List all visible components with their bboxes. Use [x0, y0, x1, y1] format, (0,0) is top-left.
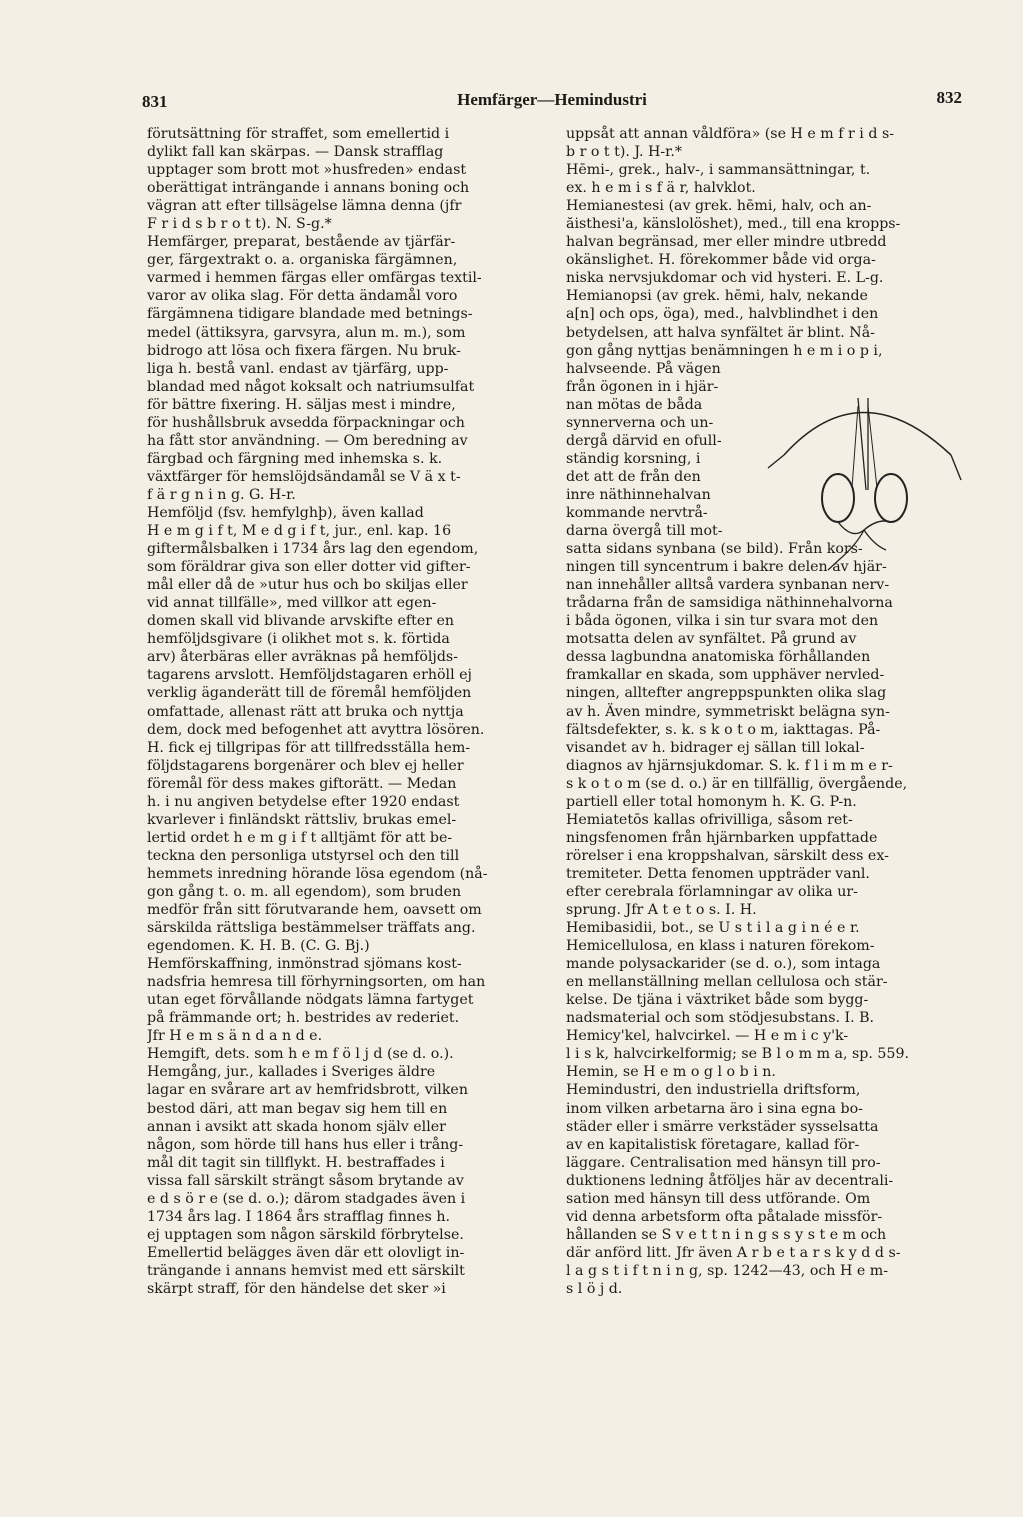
page-title: Hemfärger—Hemindustri	[457, 90, 647, 109]
text-line: domen skall vid blivande arvskifte efter en	[147, 613, 455, 630]
text-line: ningen till syncentrum i bakre delen av hjär-	[566, 559, 887, 576]
text-line: vissa fall särskilt strängt såsom brytande av	[147, 1172, 464, 1189]
text-line: mål dit tagit sin tillflykt. H. bestraffades i	[147, 1154, 445, 1171]
text-line: dem, dock med befogenhet att avyttra lösören.	[147, 721, 485, 738]
text-line: duktionens ledning åtföljes här av decentrali-	[566, 1172, 894, 1189]
text-line: kelse. De tjäna i växtriket både som bygg-	[566, 992, 869, 1009]
text-line: motsatta delen av synfältet. På grund av	[566, 631, 857, 648]
text-line: tremiteter. Detta fenomen uppträder vanl.	[566, 865, 870, 882]
text-line: Jfr H e m s ä n d a n d e.	[147, 1028, 323, 1045]
text-line: annan i avsikt att skada honom själv eller	[147, 1118, 446, 1135]
text-line: Hemfärger, preparat, bestående av tjärfär-	[147, 234, 456, 251]
text-line: darna övergå till mot-	[566, 523, 723, 540]
text-line: trådarna från de samsidiga näthinnehalvorna	[566, 595, 893, 612]
text-line: Hemförskaffning, inmönstrad sjömans kost-	[147, 956, 462, 973]
text-line: blandad med något koksalt och natriumsulfat	[147, 378, 475, 395]
text-line: Hemianopsi (av grek. hēmi, halv, nekande	[566, 288, 868, 305]
text-line: hemmets inredning hörande lösa egendom (nå-	[147, 865, 488, 882]
text-line: b r o t t). J. H-r.*	[566, 144, 682, 161]
text-line: färgämnena tidigare blandade med betnings-	[147, 306, 473, 323]
text-line: ständig korsning, i	[566, 450, 701, 467]
text-line: diagnos av hjärnsjukdomar. S. k. f l i m m e r-	[566, 757, 893, 774]
text-line: där anförd litt. Jfr även A r b e t a r s k y d d s-	[566, 1244, 901, 1261]
text-line: uppsåt att annan våldföra» (se H e m f r i d s-	[566, 126, 895, 142]
text-line: rörelser i ena kroppshalvan, särskilt dess ex-	[566, 847, 889, 864]
text-line: Hemiatetōs kallas ofrivilliga, såsom ret-	[566, 811, 853, 828]
text-line: betydelsen, att halva synfältet är blint. Nå-	[566, 324, 875, 341]
text-line: trängande i annans hemvist med ett särskilt	[147, 1262, 465, 1279]
text-line: H e m g i f t, M e d g i f t, jur., enl. kap. 16	[147, 523, 452, 540]
text-line: hållanden se S v e t t n i n g s s y s t e m och	[566, 1226, 887, 1243]
text-line: vid annat tillfälle», med villkor att egen-	[147, 595, 437, 612]
text-line: följdstagarens borgenärer och blev ej heller	[147, 757, 464, 774]
text-line: ej upptagen som någon särskild förbrytelse.	[147, 1226, 464, 1243]
text-line: varor av olika slag. För detta ändamål voro	[147, 288, 458, 305]
text-line: h. i nu angiven betydelse efter 1920 endast	[147, 793, 460, 810]
text-line: H. fick ej tillgripas för att tillfredsställa hem-	[147, 739, 471, 756]
text-line: sprung. Jfr A t e t o s. I. H.	[566, 902, 757, 919]
left-column	[147, 125, 542, 1298]
text-line: ăisthesi'a, känslolöshet), med., till ena kropps-	[566, 216, 901, 233]
text-line: en mellanställning mellan cellulosa och stär-	[566, 974, 888, 991]
text-line: färgbad och färgning med inhemska s. k.	[147, 450, 443, 467]
text-line: nadsmaterial och som stödjesubstans. I. B.	[566, 1010, 875, 1027]
text-line: upptager som brott mot »husfreden» endast	[147, 162, 467, 179]
text-line: oberättigat inträngande i annans boning och	[147, 180, 470, 197]
text-line: mål eller då de »utur hus och bo skiljas eller	[147, 577, 468, 594]
text-line: kvarlever i finländskt rättsliv, brukas emel-	[147, 811, 457, 828]
page-number-left: 831	[142, 92, 168, 111]
text-line: efter cerebrala förlamningar av olika ur-	[566, 883, 858, 900]
text-line: lertid ordet h e m g i f t alltjämt för att be-	[147, 829, 453, 846]
text-line: ningsfenomen från hjärnbarken uppfattade	[566, 829, 878, 846]
text-line: mande polysackarider (se d. o.), som intaga	[566, 956, 881, 973]
text-line: fältsdefekter, s. k. s k o t o m, iakttagas. På-	[566, 721, 881, 738]
text-line: bestod däri, att man begav sig hem till en	[147, 1100, 448, 1117]
text-line: Hemgång, jur., kallades i Sveriges äldre	[147, 1064, 436, 1081]
text-line: synnerverna och un-	[566, 414, 714, 431]
text-line: vägran att efter tillsägelse lämna denna (jfr	[147, 198, 462, 215]
text-line: visandet av h. bidrager ej sällan till lokal-	[566, 739, 865, 756]
text-line: s k o t o m (se d. o.) är en tillfällig, övergående,	[566, 775, 908, 792]
text-line: F r i d s b r o t t). N. S-g.*	[147, 216, 332, 233]
text-line: Hemibasidii, bot., se U s t i l a g i n é e r.	[566, 920, 860, 937]
text-line: för bättre fixering. H. säljas mest i mindre,	[147, 396, 456, 413]
text-line: från ögonen in i hjär-	[566, 378, 719, 395]
text-line: ningen, alltefter angreppspunkten olika slag	[566, 685, 887, 702]
text-line: av h. Även mindre, symmetriskt belägna syn-	[566, 703, 890, 720]
text-line: tagarens arvslott. Hemföljdstagaren erhöll ej	[147, 667, 472, 684]
text-line: 1734 års lag. I 1864 års strafflag finnes h.	[147, 1208, 450, 1225]
text-line: Hemin, se H e m o g l o b i n.	[566, 1064, 776, 1081]
text-line: ha fått stor användning. — Om beredning av	[147, 432, 468, 449]
text-line: giftermålsbalken i 1734 års lag den egendom,	[147, 541, 479, 558]
text-line: läggare. Centralisation med hänsyn till pro-	[566, 1154, 881, 1171]
text-line: e d s ö r e (se d. o.); därom stadgades även i	[147, 1190, 466, 1207]
optic-chiasm-diagram-icon	[756, 380, 966, 580]
text-line: varmed i hemmen färgas eller omfärgas textil-	[147, 270, 482, 287]
text-line: medför från sitt förutvarande hem, oavsett om	[147, 902, 482, 919]
text-line: som föräldrar giva son eller dotter vid gifter-	[147, 559, 471, 576]
text-line: i båda ögonen, vilka i sin tur svara mot den	[566, 613, 879, 630]
text-line: särskilda rättsliga bestämmelser träffats ang.	[147, 920, 476, 937]
text-line: halvan begränsad, mer eller mindre utbredd	[566, 234, 887, 251]
text-line: egendomen. K. H. B. (C. G. Bj.)	[147, 938, 370, 955]
text-line: dergå därvid en ofull-	[566, 432, 722, 449]
text-line: föremål för dess makes giftorätt. — Medan	[147, 775, 457, 792]
text-line: utan eget förvållande nödgats lämna fartyget	[147, 992, 474, 1009]
text-line: Hēmi-, grek., halv-, i sammansättningar, t.	[566, 162, 871, 179]
text-line: f ä r g n i n g. G. H-r.	[147, 486, 296, 503]
text-line: Emellertid belägges även där ett olovligt in-	[147, 1244, 465, 1261]
right-column-top	[566, 125, 963, 360]
text-line: Hemicellulosa, en klass i naturen förekom-	[566, 938, 875, 955]
text-line: förutsättning för straffet, som emellertid i	[147, 126, 450, 142]
text-line: Hemianestesi (av grek. hēmi, halv, och an-	[566, 198, 872, 215]
text-line: omfattade, allenast rätt att bruka och nyttja	[147, 703, 464, 720]
text-line: satta sidans synbana (se bild). Från kors-	[566, 541, 863, 558]
right-column	[566, 125, 963, 1298]
text-line: ger, färgextrakt o. a. organiska färgämnen,	[147, 252, 458, 269]
text-line: inom vilken arbetarna äro i sina egna bo-	[566, 1100, 863, 1117]
text-line: det att de från den	[566, 468, 701, 485]
text-line: arv) återbäras eller avräknas på hemföljds-	[147, 649, 458, 666]
text-line: okänslighet. H. förekommer både vid orga-	[566, 252, 876, 269]
text-line: dylikt fall kan skärpas. — Dansk strafflag	[147, 144, 444, 161]
text-line: av en kapitalistisk företagare, kallad för-	[566, 1136, 860, 1153]
text-line: för hushållsbruk avsedda förpackningar och	[147, 414, 465, 431]
text-line: dessa lagbundna anatomiska förhållanden	[566, 649, 871, 666]
text-line: l i s k, halvcirkelformig; se B l o m m a, sp. 559.	[566, 1046, 909, 1063]
text-line: på främmande ort; h. bestrides av rederiet.	[147, 1010, 460, 1027]
text-line: någon, som hörde till hans hus eller i trång-	[147, 1136, 464, 1153]
text-line: nadsfria hemresa till förhyrningsorten, om han	[147, 974, 486, 991]
text-line: Hemföljd (fsv. hemfylghþ), även kallad	[147, 504, 424, 521]
text-line: växtfärger för hemslöjdsändamål se V ä x t-	[147, 468, 461, 485]
page-header	[142, 88, 962, 114]
right-column-bottom	[566, 540, 963, 1298]
text-line: inre näthinnehalvan	[566, 486, 711, 503]
text-line: halvseende. På vägen	[566, 360, 721, 377]
page-number-right: 832	[936, 88, 962, 107]
text-line: Hemgift, dets. som h e m f ö l j d (se d. o.).	[147, 1046, 454, 1063]
text-line: Hemicy'kel, halvcirkel. — H e m i c y'k-	[566, 1028, 849, 1045]
text-line: gon gång nyttjas benämningen h e m i o p i,	[566, 342, 883, 359]
text-line: hemföljdsgivare (i olikhet mot s. k. förtida	[147, 631, 450, 648]
text-line: kommande nervtrå-	[566, 504, 708, 521]
text-line: Hemindustri, den industriella driftsform,	[566, 1082, 861, 1099]
text-line: medel (ättiksyra, garvsyra, alun m. m.), som	[147, 324, 466, 341]
text-line: partiell eller total homonym h. K. G. P-n.	[566, 793, 857, 810]
text-line: verklig äganderätt till de föremål hemföljden	[147, 685, 472, 702]
text-line: sation med hänsyn till dess utförande. Om	[566, 1190, 871, 1207]
text-line: s l ö j d.	[566, 1281, 623, 1297]
text-line: niska nervsjukdomar och vid hysteri. E. L-g.	[566, 270, 884, 287]
text-line: teckna den personliga utstyrsel och den till	[147, 847, 460, 864]
text-line: vid denna arbetsform ofta påtalade missför-	[566, 1208, 883, 1225]
text-line: bidrogo att lösa och fixera färgen. Nu bruk-	[147, 342, 461, 359]
text-line: framkallar en skada, som upphäver nervled-	[566, 667, 885, 684]
text-line: l a g s t i f t n i n g, sp. 1242—43, och H e m-	[566, 1262, 888, 1279]
text-line: ex. h e m i s f ä r, halvklot.	[566, 180, 756, 197]
text-line: nan mötas de båda	[566, 396, 703, 413]
text-line: skärpt straff, för den händelse det sker »i	[147, 1281, 446, 1297]
text-line: lagar en svårare art av hemfridsbrott, vilken	[147, 1082, 468, 1099]
text-line: liga h. bestå vanl. endast av tjärfärg, upp-	[147, 360, 449, 377]
text-line: gon gång t. o. m. all egendom), som bruden	[147, 883, 462, 900]
text-line: a[n] och ops, öga), med., halvblindhet i den	[566, 306, 879, 323]
text-line: nan innehåller alltså vardera synbanan nerv-	[566, 577, 890, 594]
text-line: städer eller i smärre verkstäder sysselsatta	[566, 1118, 879, 1135]
